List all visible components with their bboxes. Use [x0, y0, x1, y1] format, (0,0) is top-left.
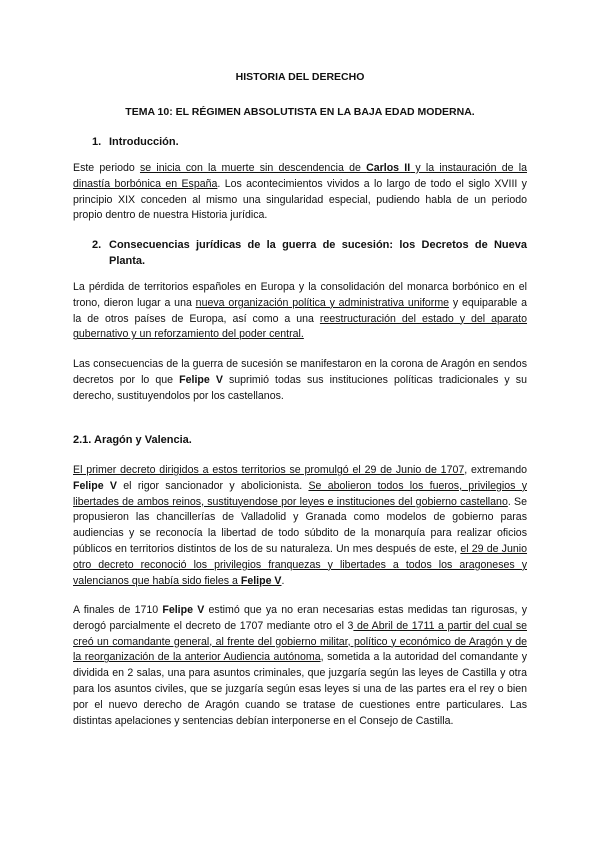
paragraph-1710-decree	[73, 603, 527, 729]
text-run: Este periodo	[73, 162, 140, 174]
text-run: estimó que ya no eran necesarias estas medidas tan rigurosas, y derogó parcialmente el decreto de 1707 mediante otro el 3	[73, 604, 528, 632]
text-run: . Los acontecimientos vividos a lo largo de todo el siglo XVIII y principio XIX conceden al mismo una singularidad especial, pudiendo habla de un periodo propio dentro de nuestra Historia jurídica.	[73, 177, 527, 222]
text-run: La pérdida de territorios españoles en Europa y la consolidación del monarca borbónico en el trono, dieron lugar a una	[73, 281, 527, 309]
document-title: HISTORIA DEL DERECHO	[235, 71, 365, 83]
underlined-run: el 29 de Junio otro decreto reconoció los privilegios franquezas y libertades a todos los aragoneses y valencianos que había sido fieles a	[73, 542, 528, 587]
section-2-number: 2.	[92, 239, 102, 251]
document-subtitle: TEMA 10: EL RÉGIMEN ABSOLUTISTA EN LA BAJA EDAD MODERNA.	[125, 106, 475, 118]
paragraph-reorganization	[73, 280, 527, 343]
bold-run: Felipe V	[179, 373, 223, 386]
text-run: . Se propusieron las chancillerías de Valladolid y Granada como modelos de gobierno paras audiencias y se reconocía la libertad de todo súbdito de la monarquía para realizar oficios públicos en territorios distintos de los de su naturaleza. Un mes después de este,	[73, 495, 527, 555]
text-run: , extremando	[464, 464, 527, 476]
underlined-run: se inicia con la muerte sin descendencia de	[139, 162, 367, 174]
section-1-title: Introducción.	[109, 136, 179, 148]
underlined-run: de Abril de 1711 a partir del cual se creó un comandante general, al frente del gobierno militar, político y económico de Aragón y de la reorganización de la anterior Audiencia autónoma	[73, 619, 528, 664]
text-run: suprimió todas sus instituciones políticas tradicionales y su derecho, sustituyendolos por los castellanos.	[73, 373, 527, 402]
paragraph-first-decree	[73, 463, 527, 589]
paragraph-consequences	[73, 357, 527, 404]
text-run: el rigor sancionador y abolicionista.	[116, 479, 309, 492]
underlined-run: y la instauración de la dinastía borbónica en España	[73, 162, 527, 190]
section-2-title: Consecuencias jurídicas de la guerra de sucesión: los Decretos de Nueva Planta.	[109, 239, 527, 267]
text-run: .	[281, 574, 285, 587]
bold-run: Felipe V	[162, 604, 205, 616]
underlined-run: Se abolieron todos los fueros, privilegios y libertades de ambos reinos, sustituyendose por leyes e instituciones del gobierno castellano	[73, 479, 528, 508]
underlined-run: reestructuración del estado y del aparato gubernativo y un reforzamiento del poder central.	[73, 312, 528, 341]
underlined-run: El primer decreto dirigidos a estos territorios se promulgó el 29 de Junio de 1707	[73, 464, 465, 476]
text-run: A finales de 1710	[73, 604, 163, 616]
section-2-heading	[0, 237, 600, 271]
bold-run: Felipe V	[73, 479, 117, 492]
text-run: , sometida a la autoridad del comandante y dividida en 2 salas, una para asuntos criminales, que juzgaría según las leyes de Castilla y otra para los asuntos civiles, que se juzgaría según esas leyes si una de las partes era el rey o bien por el nuevo derecho de Aragón cuando se tratase de cuestiones entre particulares. Las distintas apelaciones y sentencias debían interponerse en el Consejo de Castilla.	[73, 651, 527, 727]
text-run: Las consecuencias de la guerra de sucesión se manifestaron en la corona de Aragón en sendos decretos por lo que	[73, 358, 527, 386]
bold-underlined-run: Felipe V	[240, 574, 282, 587]
section-2-1-heading: 2.1. Aragón y Valencia.	[73, 434, 192, 446]
bold-underlined-run: Carlos II	[366, 162, 411, 174]
intro-paragraph	[73, 161, 527, 224]
text-run: y equiparable a la de otros países de Europa, así como a una	[73, 296, 528, 325]
underlined-run: nueva organización política y administrativa uniforme	[195, 296, 450, 309]
section-1-number: 1.	[92, 136, 102, 148]
